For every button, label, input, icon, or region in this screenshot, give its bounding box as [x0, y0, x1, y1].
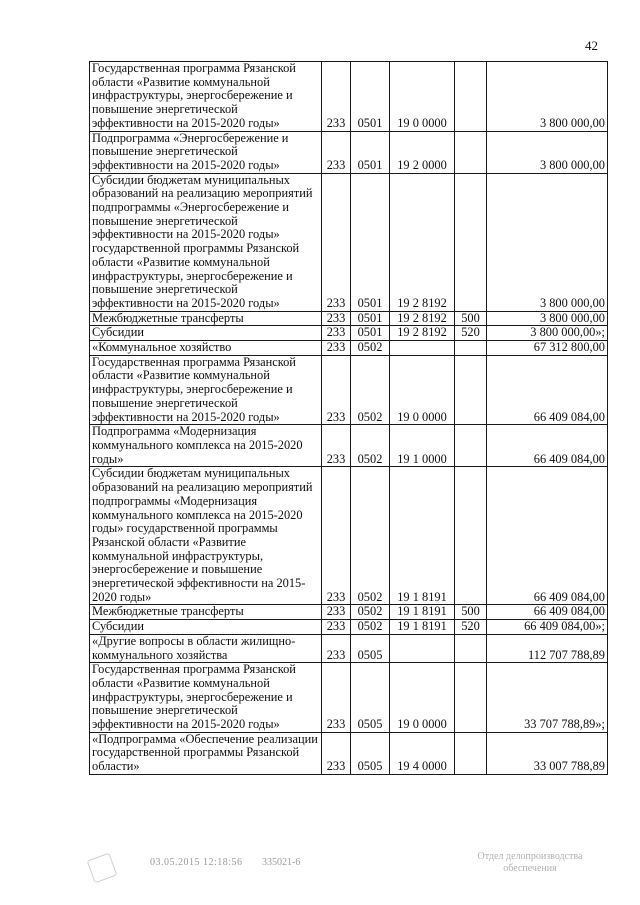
row-expense-type: 500 — [455, 605, 487, 620]
row-section-code: 0501 — [351, 173, 390, 311]
row-amount: 3 800 000,00 — [487, 311, 608, 326]
table-row — [90, 732, 608, 774]
row-amount: 66 409 084,00 — [487, 605, 608, 620]
row-section-code: 0502 — [351, 605, 390, 620]
row-expense-type — [455, 467, 487, 605]
row-ved-code: 233 — [322, 311, 351, 326]
row-target-article: 19 2 8192 — [390, 311, 455, 326]
row-name: Подпрограмма «Модернизация коммунального комплекса на 2015-2020 годы» — [90, 425, 322, 467]
row-name: Субсидии бюджетам муниципальных образований на реализацию мероприятий подпрограммы «Модернизация коммунального комплекса на 2015-2020 годы» государственной программы Рязанской области «Развитие коммунальной инфраструктуры, энергосбережение и повышение энергетической эффективности на 2015-2020 годы» — [90, 467, 322, 605]
row-name: Субсидии бюджетам муниципальных образований на реализацию мероприятий подпрограммы «Энергосбережение и повышение энергетической эффективности на 2015-2020 годы» государственной программы Рязанской области «Развитие коммунальной инфраструктуры, энергосбережение и повышение энергетической эффективности на 2015-2020 годы» — [90, 173, 322, 311]
row-name: Государственная программа Рязанской области «Развитие коммунальной инфраструктуры, энергосбережение и повышение энергетической эффективности на 2015-2020 годы» — [90, 355, 322, 425]
row-amount: 33 007 788,89 — [487, 732, 608, 774]
row-section-code: 0502 — [351, 355, 390, 425]
footer-code: 335021-6 — [262, 857, 301, 868]
row-name: Подпрограмма «Энергосбережение и повышение энергетической эффективности на 2015-2020 годы» — [90, 131, 322, 173]
row-expense-type — [455, 663, 487, 733]
row-name: Государственная программа Рязанской области «Развитие коммунальной инфраструктуры, энергосбережение и повышение энергетической эффективности на 2015-2020 годы» — [90, 663, 322, 733]
table-row — [90, 663, 608, 733]
row-amount: 33 707 788,89»; — [487, 663, 608, 733]
row-section-code: 0501 — [351, 62, 390, 132]
row-name: «Коммунальное хозяйство — [90, 341, 322, 356]
budget-table — [89, 61, 608, 775]
row-ved-code: 233 — [322, 634, 351, 662]
row-target-article: 19 2 0000 — [390, 131, 455, 173]
row-target-article: 19 1 0000 — [390, 425, 455, 467]
table-row — [90, 173, 608, 311]
footer-note: Отдел делопроизводства обеспечения — [477, 851, 583, 874]
row-expense-type — [455, 634, 487, 662]
row-expense-type — [455, 173, 487, 311]
row-target-article — [390, 634, 455, 662]
table-row — [90, 326, 608, 341]
row-name: «Другие вопросы в области жилищно-коммунального хозяйства — [90, 634, 322, 662]
table-row — [90, 131, 608, 173]
table-row — [90, 62, 608, 132]
row-name: Субсидии — [90, 326, 322, 341]
row-section-code: 0505 — [351, 663, 390, 733]
row-target-article: 19 0 0000 — [390, 355, 455, 425]
row-target-article: 19 1 8191 — [390, 605, 455, 620]
row-target-article: 19 4 0000 — [390, 732, 455, 774]
table-row — [90, 605, 608, 620]
row-target-article: 19 0 0000 — [390, 663, 455, 733]
footer-date: 03.05.2015 12:18:56 — [150, 857, 243, 868]
row-section-code: 0502 — [351, 341, 390, 356]
row-amount: 66 409 084,00 — [487, 355, 608, 425]
row-expense-type: 500 — [455, 311, 487, 326]
row-expense-type — [455, 732, 487, 774]
row-ved-code: 233 — [322, 732, 351, 774]
row-ved-code: 233 — [322, 425, 351, 467]
row-amount: 67 312 800,00 — [487, 341, 608, 356]
row-amount: 66 409 084,00 — [487, 425, 608, 467]
row-target-article: 19 2 8192 — [390, 326, 455, 341]
table-row — [90, 341, 608, 356]
row-amount: 3 800 000,00 — [487, 131, 608, 173]
table-row — [90, 355, 608, 425]
row-expense-type — [455, 131, 487, 173]
row-name: Межбюджетные трансферты — [90, 605, 322, 620]
row-ved-code: 233 — [322, 355, 351, 425]
row-section-code: 0505 — [351, 634, 390, 662]
row-target-article: 19 0 0000 — [390, 62, 455, 132]
row-amount: 66 409 084,00 — [487, 467, 608, 605]
row-expense-type — [455, 355, 487, 425]
row-section-code: 0501 — [351, 131, 390, 173]
row-amount: 66 409 084,00»; — [487, 620, 608, 635]
row-name: Субсидии — [90, 620, 322, 635]
row-target-article: 19 1 8191 — [390, 467, 455, 605]
row-amount: 3 800 000,00 — [487, 62, 608, 132]
row-ved-code: 233 — [322, 62, 351, 132]
row-target-article: 19 2 8192 — [390, 173, 455, 311]
row-ved-code: 233 — [322, 326, 351, 341]
row-ved-code: 233 — [322, 620, 351, 635]
row-section-code: 0501 — [351, 311, 390, 326]
row-name: Межбюджетные трансферты — [90, 311, 322, 326]
footer-stamp-icon — [87, 853, 118, 884]
table-row — [90, 620, 608, 635]
row-ved-code: 233 — [322, 467, 351, 605]
row-name: Государственная программа Рязанской области «Развитие коммунальной инфраструктуры, энергосбережение и повышение энергетической эффективности на 2015-2020 годы» — [90, 62, 322, 132]
table-row — [90, 467, 608, 605]
row-ved-code: 233 — [322, 173, 351, 311]
row-ved-code: 233 — [322, 663, 351, 733]
row-name: «Подпрограмма «Обеспечение реализации государственной программы Рязанской области» — [90, 732, 322, 774]
table-row — [90, 425, 608, 467]
table-row — [90, 634, 608, 662]
row-expense-type: 520 — [455, 326, 487, 341]
row-expense-type — [455, 425, 487, 467]
row-ved-code: 233 — [322, 605, 351, 620]
row-expense-type — [455, 341, 487, 356]
row-ved-code: 233 — [322, 341, 351, 356]
row-section-code: 0502 — [351, 425, 390, 467]
row-expense-type — [455, 62, 487, 132]
table-row — [90, 311, 608, 326]
row-section-code: 0505 — [351, 732, 390, 774]
row-section-code: 0502 — [351, 467, 390, 605]
row-target-article: 19 1 8191 — [390, 620, 455, 635]
row-section-code: 0502 — [351, 620, 390, 635]
row-amount: 3 800 000,00»; — [487, 326, 608, 341]
row-amount: 3 800 000,00 — [487, 173, 608, 311]
row-section-code: 0501 — [351, 326, 390, 341]
row-amount: 112 707 788,89 — [487, 634, 608, 662]
row-ved-code: 233 — [322, 131, 351, 173]
row-target-article — [390, 341, 455, 356]
row-expense-type: 520 — [455, 620, 487, 635]
page-number: 42 — [585, 38, 598, 53]
